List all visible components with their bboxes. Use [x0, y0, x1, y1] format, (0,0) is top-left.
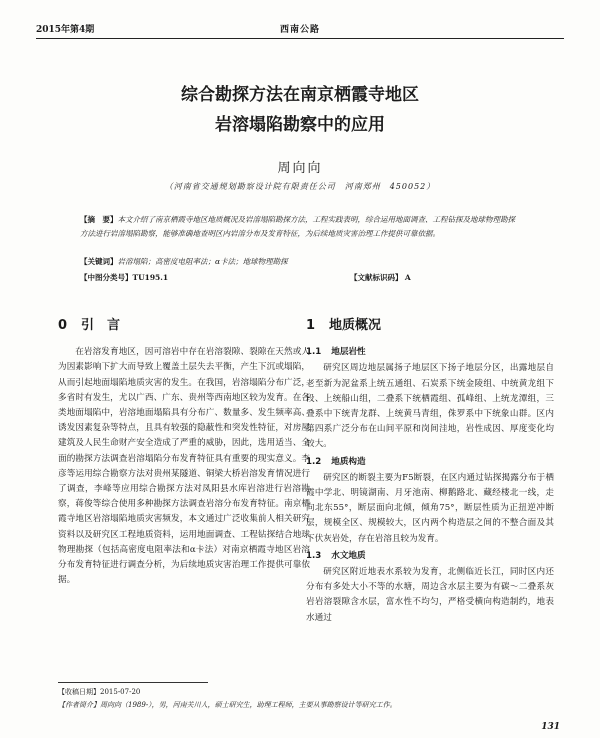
title-line-2: 岩溶塌陷勘察中的应用	[215, 115, 385, 135]
subsection-1-1-title: 地层岩性	[331, 347, 366, 358]
page-number: 131	[541, 722, 560, 732]
footnote-divider	[58, 682, 208, 683]
section-0-title: 引 言	[81, 318, 121, 333]
doc-code	[350, 272, 411, 283]
doc-code-value: A	[404, 273, 411, 282]
section-1-heading	[306, 318, 554, 333]
structure-paragraph: 研究区的断裂主要为F5断裂，在区内通过钻探揭露分布于栖霞中学北、明镜湖南、月牙池南、柳鹅路北、藏经楼北一线，走向北东55°，断层面向北倾，倾角75°，断层性质为正扭逆冲断层，规模全区、规模较大，区内两个构造层之间的不整合面及其下伏灰岩处，存在岩溶且较为发育。	[306, 472, 554, 544]
clc-value: TU195.1	[132, 273, 169, 282]
subsection-1-1-heading	[306, 345, 554, 360]
keywords	[80, 256, 520, 267]
introduction-paragraph: 在岩溶发育地区，因可溶岩中存在岩溶裂隙、裂隙在天然或人为因素影响下扩大而导致上覆盖土层失去平衡，产生下沉或塌陷，从而引起地面塌陷地质灾害的发生。在我国，岩溶塌陷分布广泛，多省时有发生，尤以广西、广东、贵州等西南地区较为发育。在各类地面塌陷中，岩溶地面塌陷具有分布广、数量多、发生频率高、诱发因素复杂等特点，且具有较强的隐蔽性和突发性特征，对房屋建筑及人民生命财产安全造成了严重的威胁，因此，选用适当、全面的勘探方法调查岩溶塌陷分布发育特征具有重要的现实意义。李彦等运用综合勘察方法对贵州某隧道、铜梁大桥岩溶发育情况进行了调查，李峰等应用综合勘探方法对凤阳县水库岩溶进行岩溶勘察，蒋俊等综合使用多种勘探方法调查岩溶分布发育特征。南京栖霞寺地区岩溶塌陷地质灾害频发，本文通过广泛收集前人相关研究资料以及研究区工程地质资料，运用地面调查、工程钻探结合地球物理勘探（包括高密度电阻率法和α卡法）对南京栖霞寺地区岩溶分布发育特征进行调查分析，为后续地质灾害治理工作提供可靠依据。	[58, 347, 310, 586]
subsection-1-1-number: 1.1	[306, 347, 322, 358]
subsection-1-2-number: 1.2	[306, 456, 322, 467]
journal-name: 西南公路	[279, 25, 320, 35]
section-1-number: 1	[306, 318, 316, 333]
clc-tag: 【中图分类号】	[80, 273, 133, 282]
doc-code-tag: 【文献标识码】	[350, 273, 403, 282]
subsection-1-3-number: 1.3	[306, 550, 322, 561]
keywords-tag: 【关键词】	[80, 257, 118, 266]
author-name: 周向向	[277, 161, 323, 176]
hydrogeology-paragraph: 研究区附近地表水系较为发育，北侧临近长江，同时区内还分布有多处大小不等的水塘，周边含水层主要为有碳～二叠系灰岩岩溶裂隙含水层，富水性不均匀，严格受横向构造制约，地表水通过	[306, 567, 554, 623]
running-header	[36, 22, 564, 39]
stratigraphy-paragraph: 研究区周边地层属扬子地层区下扬子地层分区，出露地层自老至新为泥盆系上统五通组、石炭系下统金陵组、中统黄龙组下段、上统船山组，二叠系下统栖霞组、孤峰组、上统龙潭组，三叠系中下统青龙群、上统黄马青组，侏罗系中下统象山群。区内第四系广泛分布在山间平原和岗间洼地，岩性成因、厚度变化均较大。	[306, 363, 554, 450]
abstract	[80, 213, 520, 241]
author-affiliation: （河南省交通规划勘察设计院有限责任公司 河南郑州 450052）	[164, 182, 436, 191]
subsection-1-3-heading	[306, 549, 554, 564]
footnote-author-info: 【作者简介】周向向（1989-），男，河南关川人，硕士研究生，助理工程师，主要从事勘察设计等研究工作。	[58, 701, 397, 709]
title-line-1: 综合勘探方法在南京栖霞寺地区	[181, 85, 419, 105]
subsection-1-2-heading	[306, 455, 554, 470]
abstract-text: 本文介绍了南京栖霞寺地区地质概况及岩溶塌陷勘探方法，工程实践表明，综合运用地面调查、工程钻探及地球物理勘探方法进行岩溶塌陷勘察，能够准确地查明区内岩溶分布及发育特征，为后续地质灾害治理工作提供可靠依据。	[80, 215, 515, 238]
keywords-text: 岩溶塌陷；高密度电阻率法；α卡法；地球物理勘探	[117, 257, 288, 266]
subsection-1-2-title: 地质构造	[331, 456, 366, 467]
issue-label: 2015年第4期	[36, 25, 95, 35]
section-0-heading	[58, 318, 310, 333]
right-column	[306, 318, 554, 626]
abstract-tag: 【摘 要】	[80, 215, 118, 224]
subsection-1-3-title: 水文地质	[331, 550, 366, 561]
classification	[80, 272, 520, 283]
paper-title	[60, 80, 540, 140]
section-1-title: 地质概况	[329, 318, 382, 333]
left-column	[58, 318, 310, 588]
section-0-number: 0	[58, 318, 68, 333]
footnote-received: 【收稿日期】2015-07-20	[58, 688, 141, 696]
